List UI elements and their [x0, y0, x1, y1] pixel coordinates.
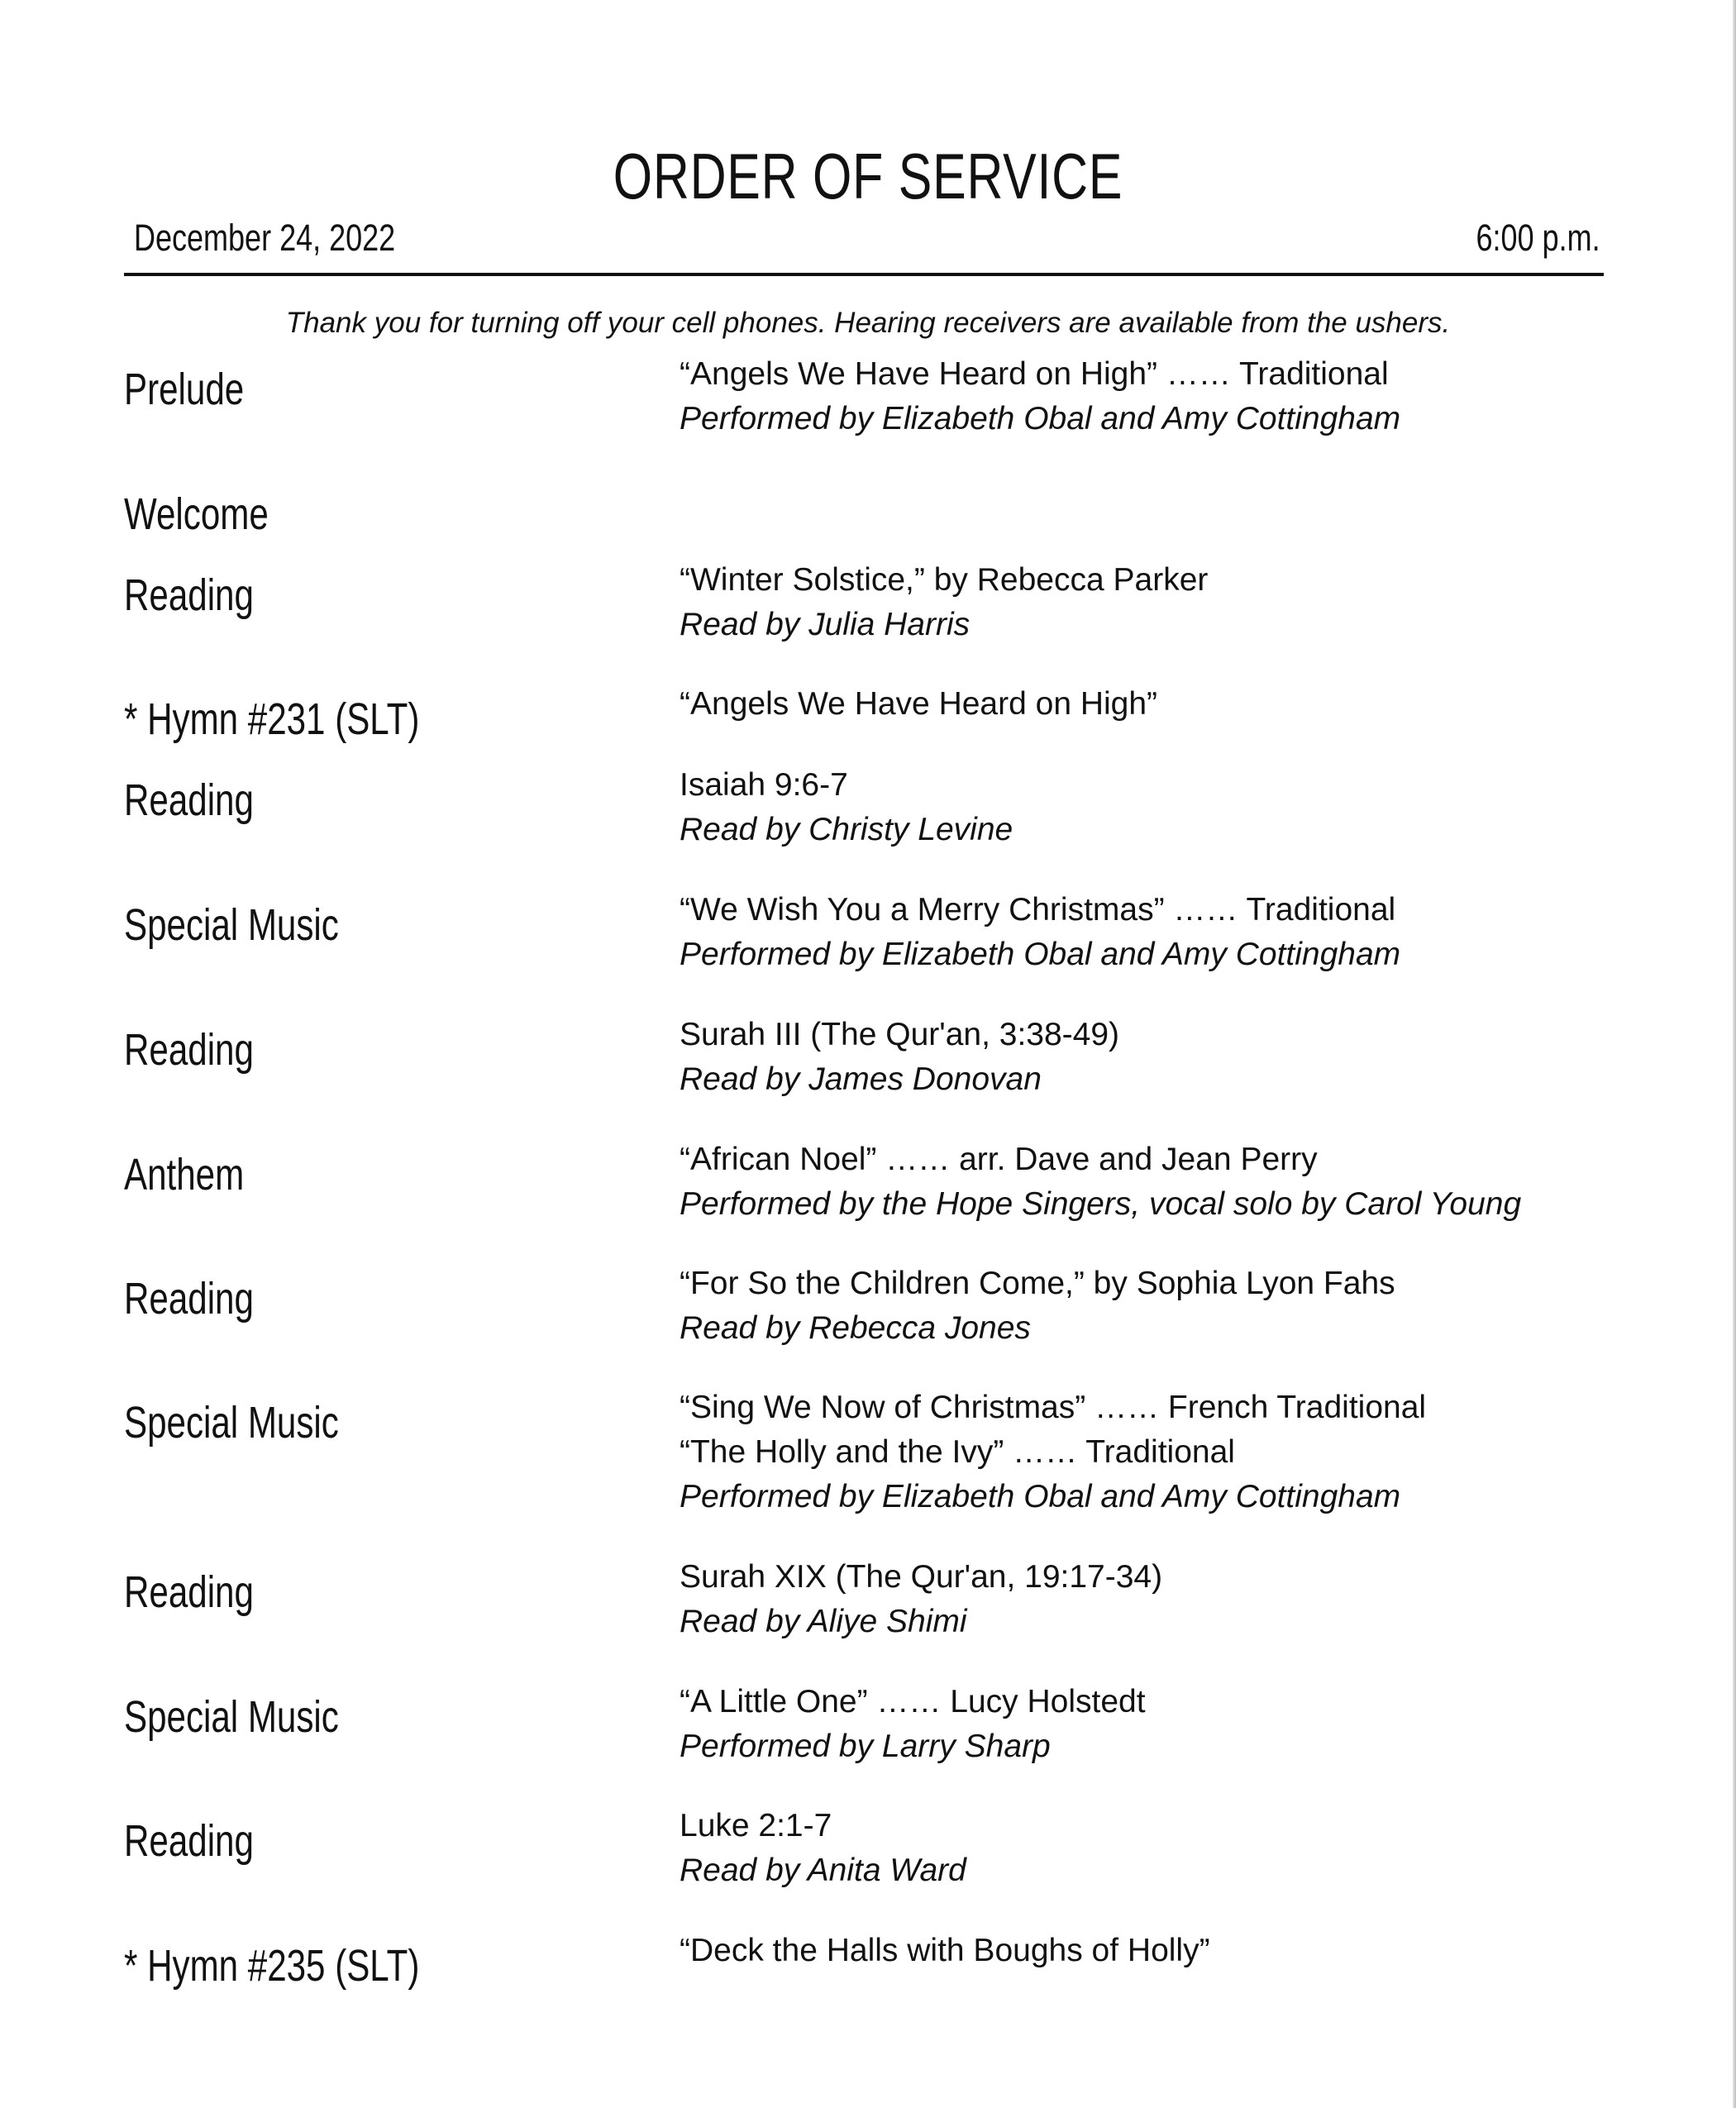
- item-credit: Read by James Donovan: [680, 1061, 1042, 1097]
- header-divider: [124, 273, 1604, 276]
- page-title: ORDER OF SERVICE: [613, 140, 1123, 212]
- notice-text: Thank you for turning off your cell phones. Hearing receivers are available from the ushers.: [285, 307, 1451, 339]
- item-credit: Performed by Larry Sharp: [680, 1729, 1051, 1764]
- item-label: Special Music: [124, 900, 339, 950]
- item-label: Anthem: [124, 1150, 245, 1199]
- item-line: “Sing We Now of Christmas” …… French Traditional: [680, 1390, 1427, 1425]
- item-line: “Deck the Halls with Boughs of Holly”: [680, 1933, 1210, 1968]
- item-label: Special Music: [124, 1692, 339, 1742]
- item-credit: Performed by Elizabeth Obal and Amy Cottingham: [680, 937, 1401, 972]
- item-details: [680, 763, 1614, 852]
- item-details: [680, 1680, 1614, 1769]
- item-credit: Performed by the Hope Singers, vocal solo by Carol Young: [680, 1186, 1522, 1222]
- service-time: 6:00 p.m.: [1476, 217, 1600, 259]
- item-details: [680, 1555, 1614, 1644]
- item-details: [680, 1013, 1614, 1102]
- item-details: [680, 1261, 1614, 1351]
- item-label: Reading: [124, 1567, 254, 1617]
- item-details: [680, 682, 1614, 727]
- item-details: [680, 558, 1614, 647]
- item-details: [680, 1804, 1614, 1893]
- item-credit: Performed by Elizabeth Obal and Amy Cottingham: [680, 401, 1401, 436]
- item-line: “The Holly and the Ivy” …… Traditional: [680, 1434, 1235, 1470]
- item-line: “African Noel” …… arr. Dave and Jean Perry: [680, 1142, 1318, 1177]
- item-details: [680, 1385, 1614, 1519]
- item-line: Luke 2:1-7: [680, 1808, 832, 1843]
- item-line: “Angels We Have Heard on High”: [680, 686, 1158, 722]
- item-line: “Angels We Have Heard on High” …… Traditional: [680, 356, 1389, 392]
- item-line: “Winter Solstice,” by Rebecca Parker: [680, 562, 1209, 598]
- item-line: “We Wish You a Merry Christmas” …… Traditional: [680, 892, 1396, 928]
- item-label: Welcome: [124, 489, 269, 539]
- item-label: Prelude: [124, 365, 245, 414]
- item-credit: Read by Julia Harris: [680, 607, 971, 642]
- item-details: [680, 888, 1614, 977]
- item-label: Reading: [124, 1025, 254, 1075]
- item-credit: Read by Rebecca Jones: [680, 1310, 1031, 1346]
- item-details: [680, 1137, 1614, 1227]
- item-line: “A Little One” …… Lucy Holstedt: [680, 1684, 1146, 1719]
- service-date: December 24, 2022: [134, 217, 396, 259]
- item-credit: Read by Anita Ward: [680, 1853, 966, 1888]
- item-line: Surah III (The Qur'an, 3:38-49): [680, 1017, 1120, 1052]
- item-credit: Performed by Elizabeth Obal and Amy Cottingham: [680, 1479, 1401, 1514]
- item-details: [680, 352, 1614, 441]
- item-credit: Read by Christy Levine: [680, 812, 1013, 847]
- item-label: Reading: [124, 775, 254, 825]
- item-label: Reading: [124, 1816, 254, 1866]
- item-label: Special Music: [124, 1398, 339, 1447]
- item-credit: Read by Aliye Shimi: [680, 1604, 967, 1639]
- item-label: Reading: [124, 570, 254, 620]
- item-line: Isaiah 9:6-7: [680, 767, 848, 803]
- item-label: * Hymn #235 (SLT): [124, 1941, 420, 1991]
- item-line: “For So the Children Come,” by Sophia Lyon Fahs: [680, 1266, 1395, 1301]
- item-line: Surah XIX (The Qur'an, 19:17-34): [680, 1559, 1163, 1595]
- item-details: [680, 1929, 1614, 1973]
- item-label: Reading: [124, 1274, 254, 1323]
- item-label: * Hymn #231 (SLT): [124, 694, 420, 744]
